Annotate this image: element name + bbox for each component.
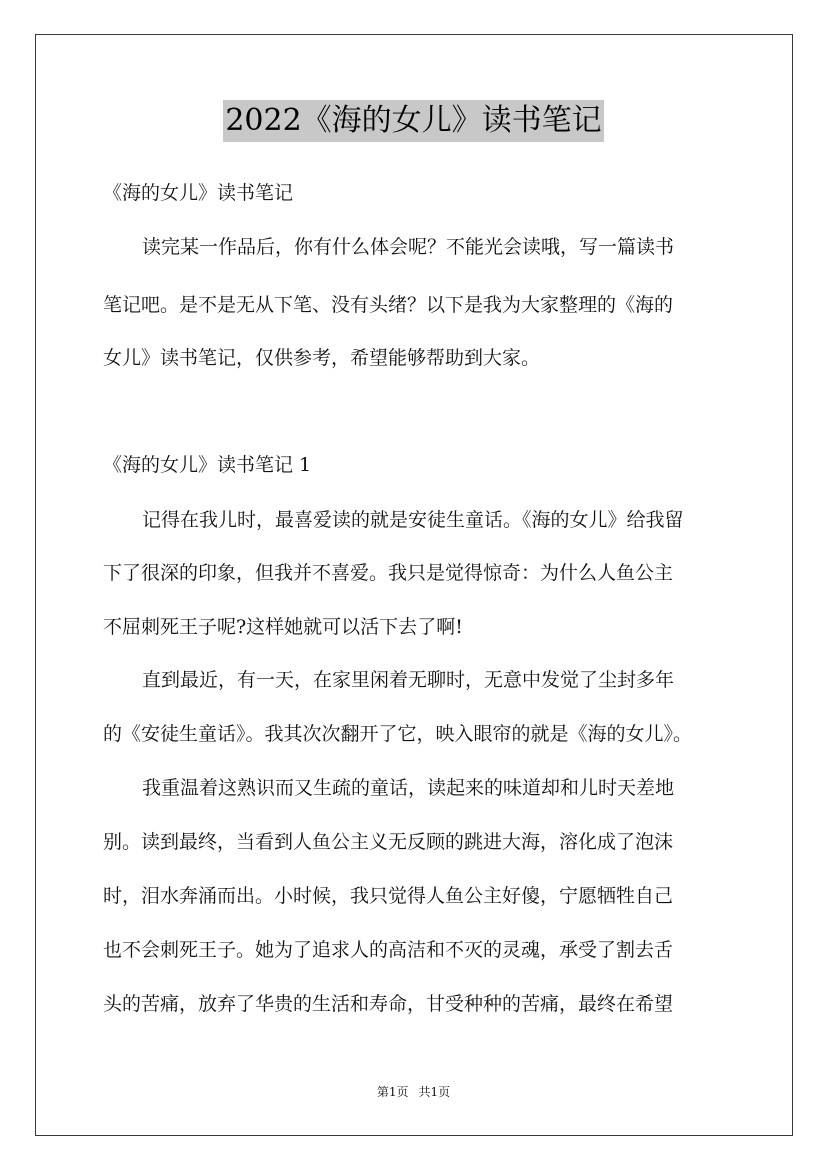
body-line: 也不会刺死王子。她为了追求人的高洁和不灭的灵魂，承受了割去舌 (103, 939, 674, 961)
body-line: 的《安徒生童话》。我其次次翻开了它，映入眼帘的就是《海的女儿》。 (103, 723, 693, 745)
section-heading: 《海的女儿》读书笔记 1 (103, 454, 312, 476)
body-line: 不屈刺死王子呢?这样她就可以活下去了啊! (103, 616, 463, 638)
intro-line: 女儿》读书笔记，仅供参考，希望能够帮助到大家。 (103, 347, 541, 369)
document-subtitle: 《海的女儿》读书笔记 (103, 182, 294, 204)
body-line: 记得在我儿时，最喜爱读的就是安徒生童话。《海的女儿》给我留 (142, 509, 684, 531)
page-footer (0, 1084, 827, 1100)
page-number: 第1页 (376, 1085, 409, 1099)
title-container (0, 100, 827, 142)
document-title: 2022《海的女儿》读书笔记 (223, 100, 603, 142)
page-total: 共1页 (418, 1085, 451, 1099)
body-line: 别。读到最终，当看到人鱼公主义无反顾的跳进大海，溶化成了泡沫 (103, 831, 674, 853)
body-line: 时，泪水奔涌而出。小时候，我只觉得人鱼公主好傻，宁愿牺牲自己 (103, 885, 674, 907)
body-line: 我重温着这熟识而又生疏的童话，读起来的味道却和儿时天差地 (142, 777, 675, 799)
body-line: 直到最近，有一天，在家里闲着无聊时，无意中发觉了尘封多年 (142, 669, 675, 691)
body-line: 头的苦痛，放弃了华贵的生活和寿命，甘受种种的苦痛，最终在希望 (103, 993, 674, 1015)
intro-line: 笔记吧。是不是无从下笔、没有头绪？以下是我为大家整理的《海的 (103, 294, 674, 316)
body-line: 下了很深的印象，但我并不喜爱。我只是觉得惊奇：为什么人鱼公主 (103, 562, 674, 584)
intro-line: 读完某一作品后，你有什么体会呢？不能光会读哦，写一篇读书 (142, 236, 675, 258)
